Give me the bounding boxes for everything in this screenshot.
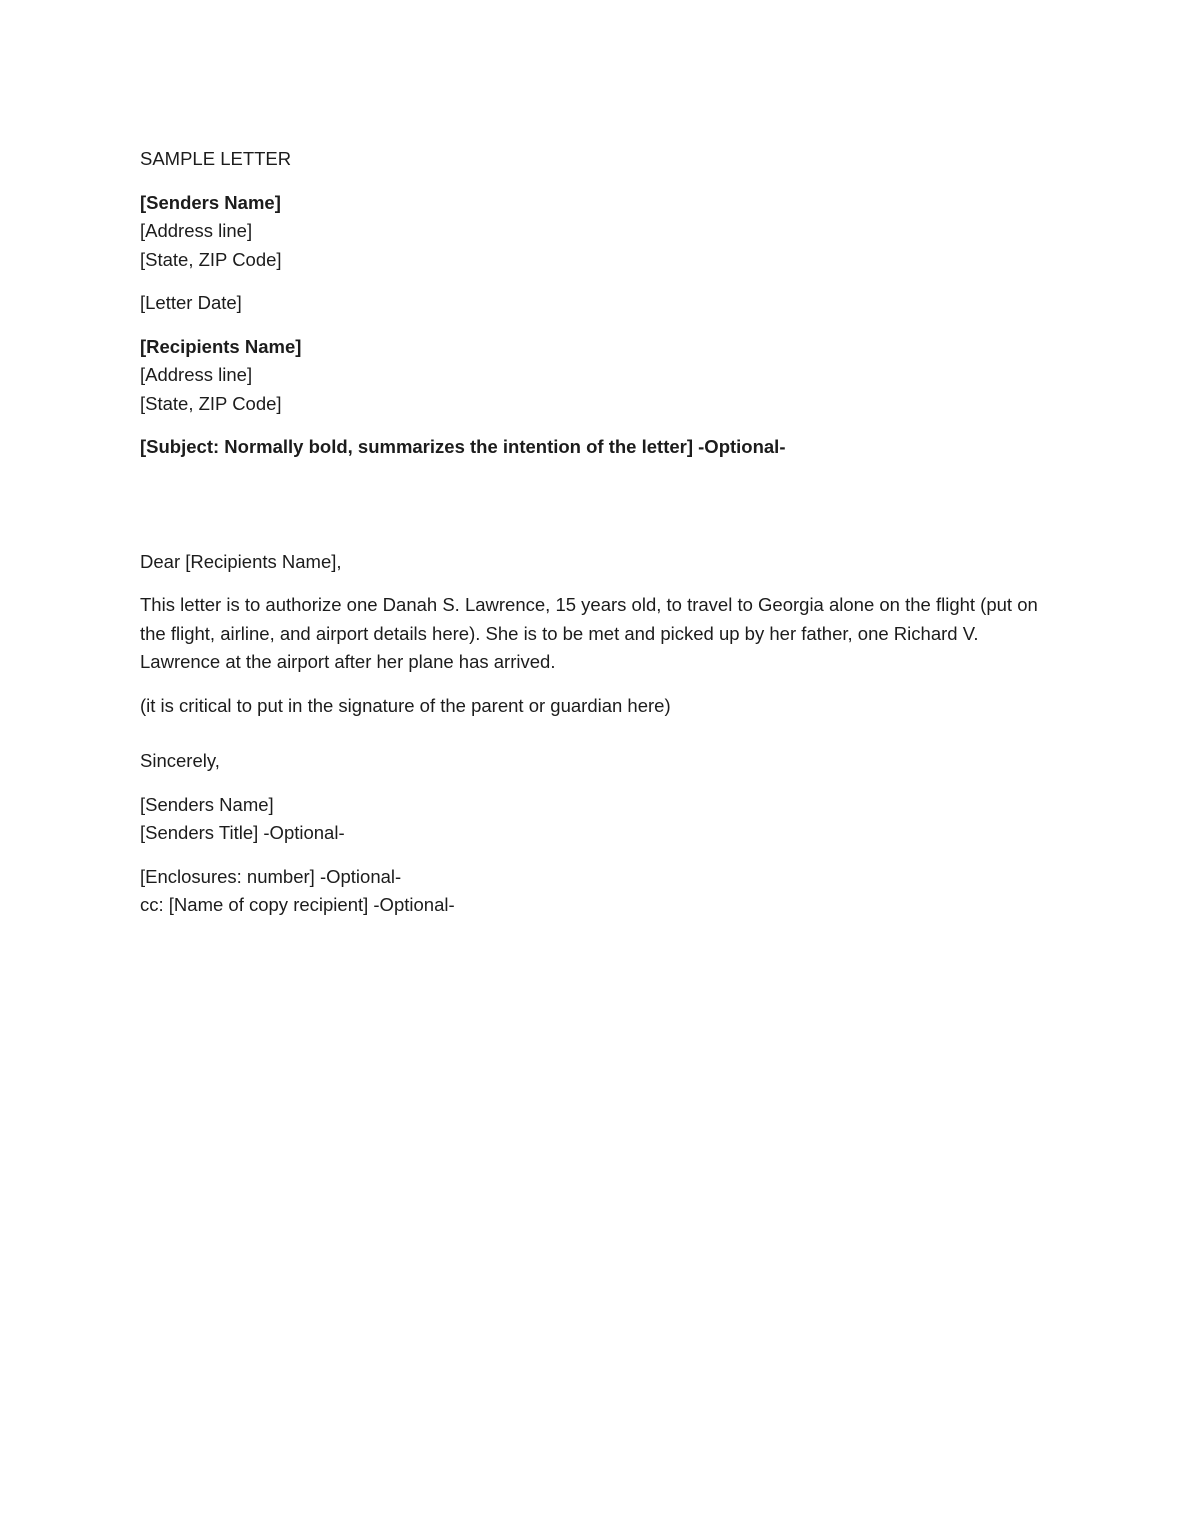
signature-name: [Senders Name] [140, 793, 274, 815]
sender-name: [Senders Name] [140, 191, 281, 213]
subject-line: [Subject: Normally bold, summarizes the intention of the letter] -Optional- [140, 436, 786, 457]
signature-block [140, 791, 1047, 848]
sender-address-block [140, 189, 1047, 275]
enclosures-line: [Enclosures: number] -Optional- [140, 865, 402, 887]
body-paragraph: This letter is to authorize one Danah S. Lawrence, 15 years old, to travel to Georgia alone on the flight (put on the flight, airline, and airport details here). She is to be met and picked up by her father, one Richard V. Lawrence at the airport after her plane has arrived. [140, 594, 1038, 672]
signature-title: [Senders Title] -Optional- [140, 822, 345, 843]
salutation: Dear [Recipients Name], [140, 550, 342, 572]
blank-space [140, 477, 1047, 548]
closing: Sincerely, [140, 750, 220, 771]
signature-note: (it is critical to put in the signature of the parent or guardian here) [140, 694, 671, 716]
enclosures-block [140, 863, 1047, 920]
sender-address-line: [Address line] [140, 220, 253, 241]
sender-state-zip: [State, ZIP Code] [140, 248, 282, 270]
letter-title: SAMPLE LETTER [140, 148, 292, 169]
recipient-state-zip: [State, ZIP Code] [140, 392, 282, 414]
recipient-address-line: [Address line] [140, 364, 253, 385]
letter-date: [Letter Date] [140, 292, 242, 313]
cc-line: cc: [Name of copy recipient] -Optional- [140, 894, 455, 915]
recipient-name: [Recipients Name] [140, 335, 302, 357]
recipient-address-block [140, 333, 1047, 419]
